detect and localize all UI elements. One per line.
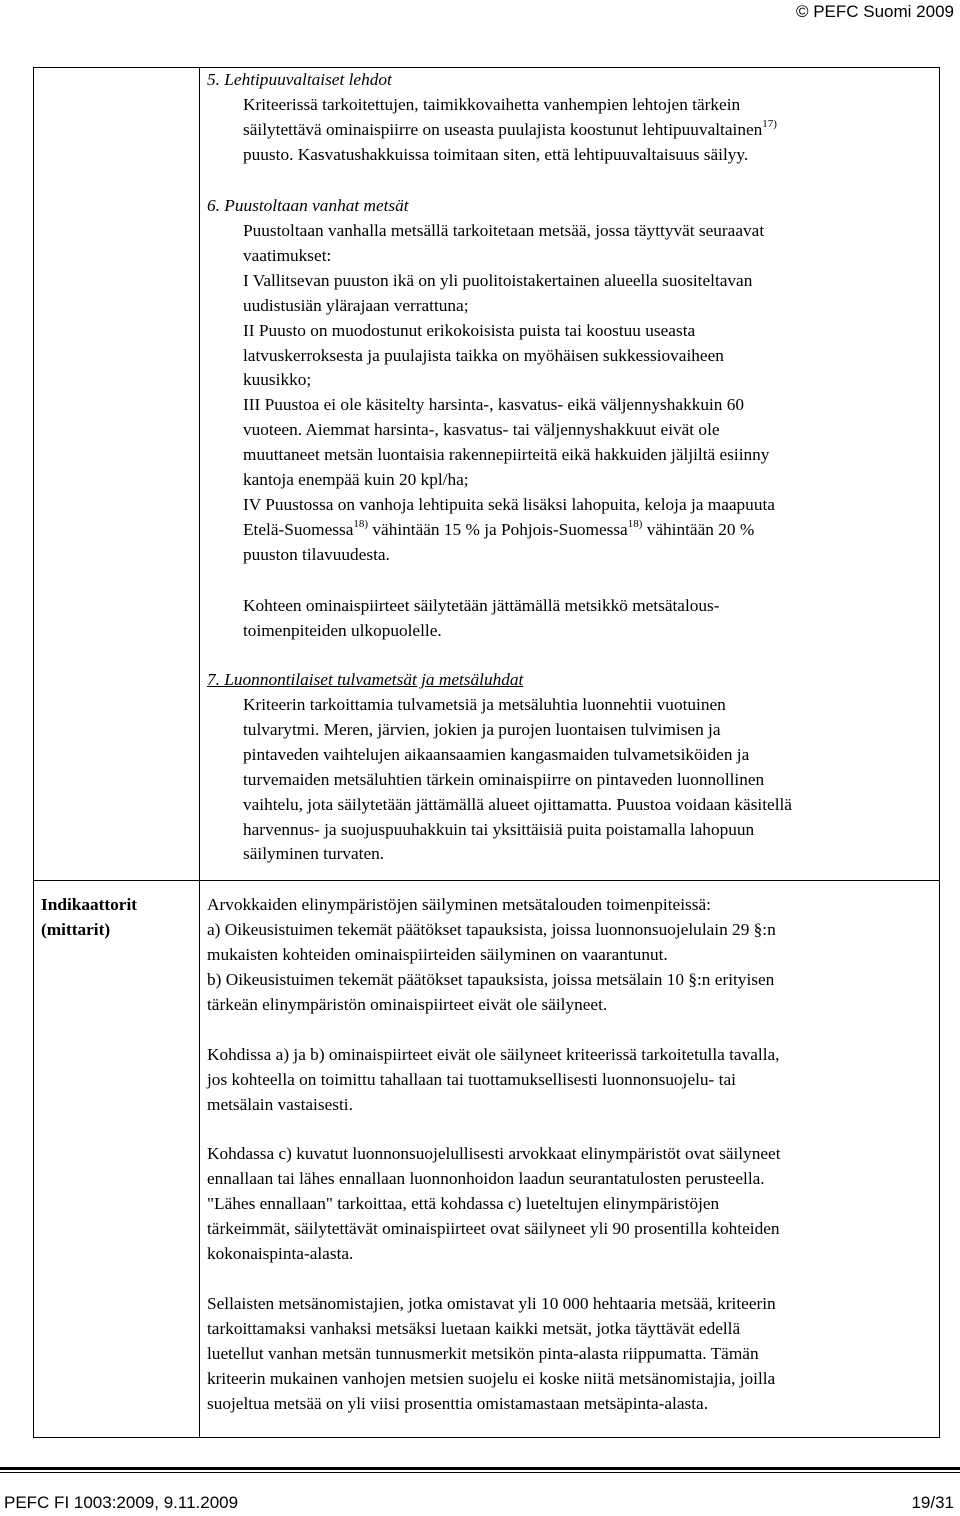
section6-line: latvuskerroksesta ja puulajista taikka on myöhäisen sukkessiovaiheen (243, 345, 724, 365)
indicator-line: tärkeän elinympäristön ominaispiirteet eivät ole säilyneet. (207, 994, 608, 1014)
indicator-line: a) Oikeusistuimen tekemät päätökset tapauksista, joissa luonnonsuojelulain 29 §:n (207, 919, 776, 939)
indicator-line: metsälain vastaisesti. (207, 1094, 353, 1114)
section5-line: säilytettävä ominaispiirre on useasta puulajista koostunut lehtipuuvaltainen$^{17)}$ (243, 118, 777, 139)
section7-line: tulvarytmi. Meren, järvien, jokien ja purojen luontaisen tulvimisen ja (243, 719, 721, 739)
footnote-ref: 17) (762, 118, 777, 131)
indicator-line: luetellut vanhan metsän tunnusmerkit metsikön pinta-alasta riippumatta. Tämän (207, 1343, 759, 1363)
indicator-line: kriteerin mukainen vanhojen metsien suojelu ei koske niitä metsänomistajia, joilla (207, 1368, 776, 1388)
table-row-divider (33, 880, 940, 881)
footer-page-number: 19/31 (911, 1493, 954, 1512)
indicator-line: mukaisten kohteiden ominaispiirteiden säilyminen on vaarantunut. (207, 944, 668, 964)
section5-line: Kriteerissä tarkoitettujen, taimikkovaihetta vanhempien lehtojen tärkein (243, 95, 741, 114)
section6-line: II Puusto on muodostunut erikokoisista puista tai koostuu useasta (243, 320, 696, 340)
section6-line: uudistusiän ylärajaan verrattuna; (243, 295, 469, 315)
indicator-line: b) Oikeusistuimen tekemät päätökset tapauksista, joissa metsälain 10 §:n erityisen (207, 969, 775, 989)
section6-line: IV Puustossa on vanhoja lehtipuita sekä lisäksi lahopuita, keloja ja maapuuta (243, 494, 775, 514)
copyright-header: © PEFC Suomi 2009 (795, 2, 954, 21)
indicator-line: "Lähes ennallaan" tarkoittaa, että kohdassa c) lueteltujen elinympäristöjen (207, 1193, 720, 1213)
section6-line: III Puustoa ei ole käsitelty harsinta-, kasvatus- eikä väljennyshakkuin 60 (243, 395, 745, 415)
section5-heading: 5. Lehtipuuvaltaiset lehdot (207, 70, 392, 89)
section6-line: Etelä-Suomessa$^{18)}$ vähintään 15 % ja Pohjois-Suomessa$^{18)}$ vähintään 20 % (243, 518, 755, 539)
footnote-ref: 18) (353, 518, 369, 531)
section6-line: puuston tilavuudesta. (243, 545, 390, 564)
table-column-divider (199, 67, 200, 1438)
section6-line: Puustoltaan vanhalla metsällä tarkoitetaan metsää, jossa täyttyvät seuraavat (243, 221, 765, 240)
indicator-line: ennallaan tai lähes ennallaan luonnonhoidon laadun seurantatulosten perusteella. (207, 1168, 765, 1188)
section7-line: turvemaiden metsäluhtien tärkein ominaispiirre on pintaveden luonnollinen (243, 769, 765, 789)
section6-line: vaatimukset: (243, 245, 332, 265)
indicators-label-sub: (mittarit) (41, 920, 111, 939)
footer-rule (0, 1467, 960, 1470)
indicator-line: jos kohteella on toimittu tahallaan tai tuottamuksellisesti luonnonsuojelu- tai (207, 1069, 736, 1089)
footer-rule-thin (0, 1472, 960, 1473)
section7-heading: 7. Luonnontilaiset tulvametsät ja metsäluhdat (207, 670, 524, 689)
indicator-line: suojeltua metsää on yli viisi prosenttia omistamastaan metsäpinta-alasta. (207, 1393, 709, 1413)
indicator-line: Kohdissa a) ja b) ominaispiirteet eivät ole säilyneet kriteerissä tarkoitetulla tavalla, (207, 1045, 780, 1064)
indicator-line: Arvokkaiden elinympäristöjen säilyminen metsätalouden toimenpiteissä: (207, 895, 711, 914)
section5-line: puusto. Kasvatushakkuissa toimitaan siten, että lehtipuuvaltaisuus säilyy. (243, 145, 749, 164)
section6-line: kuusikko; (243, 370, 312, 390)
section6-line: I Vallitsevan puuston ikä on yli puolitoistakertainen alueella suositeltavan (243, 270, 753, 290)
section6-line: muuttaneet metsän luontaisia rakennepiirteitä eikä hakkuiden jäljiltä esiinny (243, 445, 770, 465)
section7-line: vaihtelu, jota säilytetään jättämällä alueet ojittamatta. Puustoa voidaan käsitellä (243, 794, 792, 814)
section6-line: kantoja enempää kuin 20 kpl/ha; (243, 470, 469, 489)
indicator-line: tarkoittamaksi vanhaksi metsäksi luetaan kaikki metsät, jotka täyttävät edellä (207, 1318, 741, 1338)
section7-line: pintaveden vaihtelujen aikaansaamien kangasmaiden tulvametsiköiden ja (243, 744, 750, 764)
footnote-ref: 18) (627, 518, 643, 531)
indicator-line: kokonaispinta-alasta. (207, 1243, 354, 1263)
section6-line: Kohteen ominaispiirteet säilytetään jättämällä metsikkö metsätalous- (243, 596, 720, 615)
indicators-label: Indikaattorit (41, 895, 138, 914)
section6-line: toimenpiteiden ulkopuolelle. (243, 621, 442, 640)
section6-heading: 6. Puustoltaan vanhat metsät (207, 196, 409, 215)
section6-line: vuoteen. Aiemmat harsinta-, kasvatus- tai väljennyshakkuut eivät ole (243, 420, 720, 440)
indicator-line: Kohdassa c) kuvatut luonnonsuojelullisesti arvokkaat elinympäristöt ovat säilyneet (207, 1144, 781, 1163)
section7-line: säilyminen turvaten. (243, 844, 385, 864)
section7-line: Kriteerin tarkoittamia tulvametsiä ja metsäluhtia luonnehtii vuotuinen (243, 695, 726, 714)
footer-doc-id: PEFC FI 1003:2009, 9.11.2009 (4, 1493, 239, 1512)
section7-line: harvennus- ja suojuspuuhakkuin tai yksittäisiä puita poistamalla lahopuun (243, 819, 755, 839)
indicator-line: tärkeimmät, säilytettävät ominaispiirteet ovat säilyneet yli 90 prosentilla kohteiden (207, 1218, 780, 1238)
indicator-line: Sellaisten metsänomistajien, jotka omistavat yli 10 000 hehtaaria metsää, kriteerin (207, 1294, 776, 1313)
